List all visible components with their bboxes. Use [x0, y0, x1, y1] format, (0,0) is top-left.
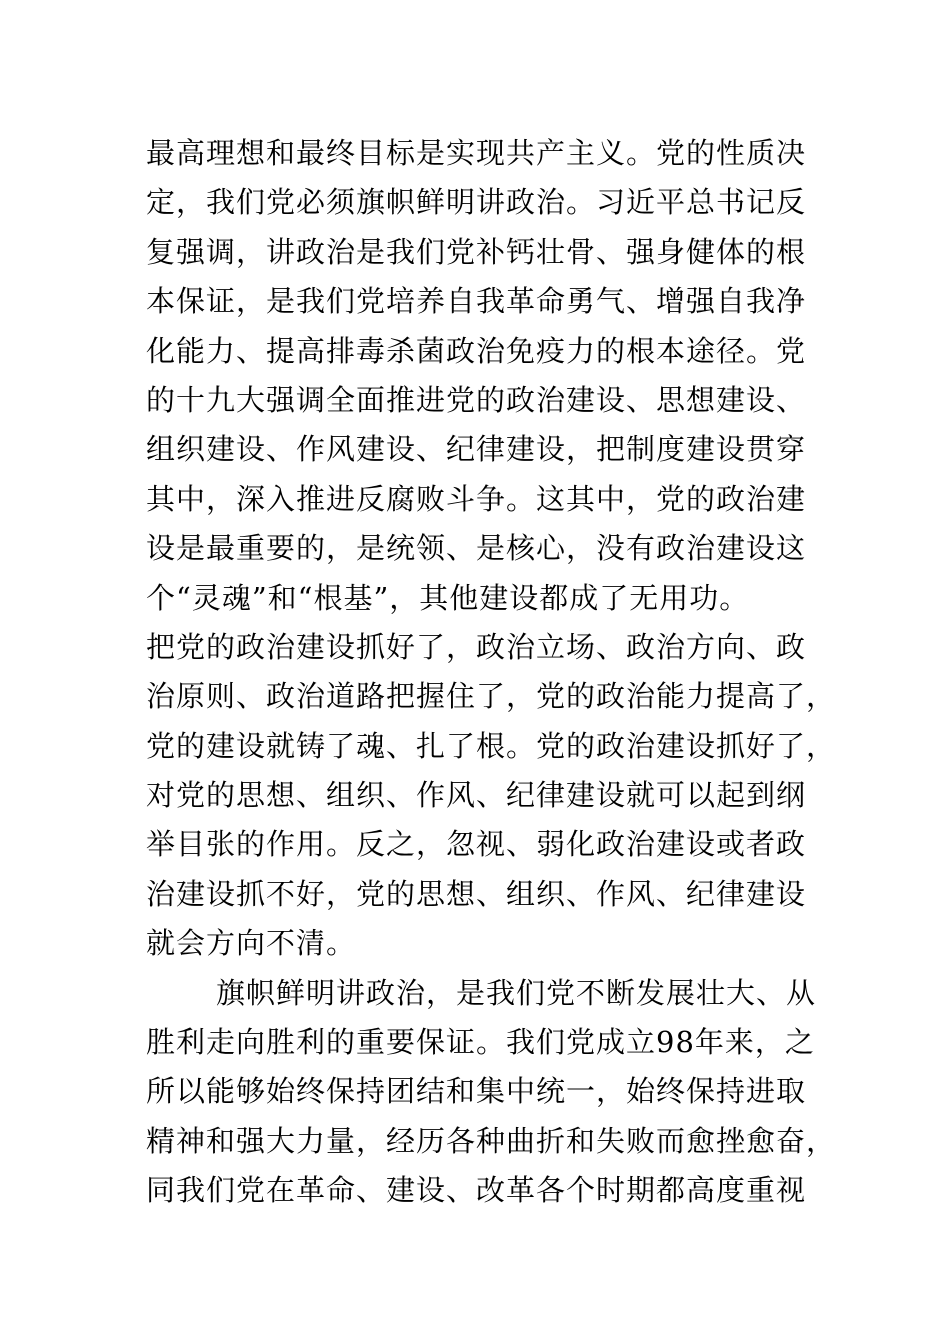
text-line: 组织建设、作风建设、纪律建设，把制度建设贯穿 [146, 432, 807, 467]
text-line: 对党的思想、组织、作风、纪律建设就可以起到纲 [146, 778, 807, 813]
text-line: 精神和强大力量，经历各种曲折和失败而愈挫愈奋， [146, 1123, 837, 1158]
text-line: 设是最重要的，是统领、是核心，没有政治建设这 [146, 531, 807, 566]
text-line: 其中，深入推进反腐败斗争。这其中，党的政治建 [146, 481, 807, 516]
text-line: 个“灵魂”和“根基”，其他建设都成了无用功。 [146, 580, 750, 615]
text-line: 治原则、政治道路把握住了，党的政治能力提高了， [146, 679, 837, 714]
text-line: 就会方向不清。 [146, 926, 357, 961]
text-line: 党的建设就铸了魂、扎了根。党的政治建设抓好了， [146, 728, 837, 763]
text-line: 治建设抓不好，党的思想、组织、作风、纪律建设 [146, 876, 807, 911]
text-line: 化能力、提高排毒杀菌政治免疫力的根本途径。党 [146, 333, 807, 368]
text-line: 所以能够始终保持团结和集中统一，始终保持进取 [146, 1074, 807, 1109]
text-line: 定，我们党必须旗帜鲜明讲政治。习近平总书记反 [146, 185, 807, 220]
text-line: 举目张的作用。反之，忽视、弱化政治建设或者政 [146, 827, 807, 862]
body-text [146, 129, 837, 1216]
text-line: 胜利走向胜利的重要保证。我们党成立98年来，之 [146, 1025, 815, 1060]
text-line: 的十九大强调全面推进党的政治建设、思想建设、 [146, 382, 807, 417]
text-line: 复强调，讲政治是我们党补钙壮骨、强身健体的根 [146, 234, 807, 269]
text-line: 同我们党在革命、建设、改革各个时期都高度重视 [146, 1173, 807, 1208]
text-line: 本保证，是我们党培养自我革命勇气、增强自我净 [146, 284, 807, 319]
text-line: 把党的政治建设抓好了，政治立场、政治方向、政 [146, 629, 807, 664]
text-line: 最高理想和最终目标是实现共产主义。党的性质决 [146, 136, 807, 170]
paragraph-first-line: 旗帜鲜明讲政治，是我们党不断发展壮大、从 [216, 975, 817, 1010]
